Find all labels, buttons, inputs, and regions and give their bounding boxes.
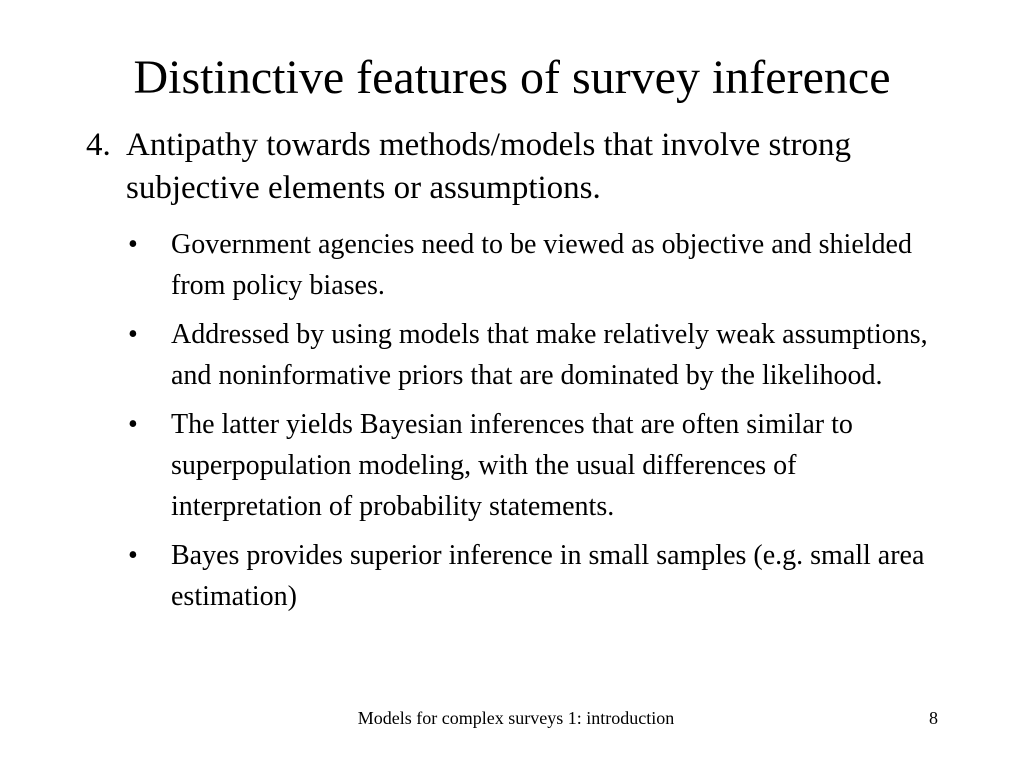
slide-title: Distinctive features of survey inference <box>133 51 891 104</box>
point-text: Antipathy towards methods/models that involve strong subjective elements or assumptions. <box>126 127 852 206</box>
bullet-text: The latter yields Bayesian inferences that are often similar to superpopulation modeling, with the usual differences of interpretation of probability statements. <box>171 409 853 522</box>
page-number: 8 <box>929 708 938 728</box>
bullet-text: Bayes provides superior inference in small samples (e.g. small area estimation) <box>171 540 925 612</box>
bullet-item <box>128 535 928 617</box>
footer-title: Models for complex surveys 1: introduction <box>357 708 675 728</box>
bullet-icon: • <box>128 319 138 350</box>
bullet-icon: • <box>128 409 138 440</box>
bullet-list <box>128 224 928 625</box>
bullet-icon: • <box>128 540 138 571</box>
bullet-item <box>128 404 928 527</box>
point-number: 4. <box>86 127 111 163</box>
main-point <box>86 124 946 210</box>
bullet-text: Addressed by using models that make relatively weak assumptions, and noninformative priors that are dominated by the likelihood. <box>171 319 928 391</box>
bullet-item <box>128 224 928 306</box>
bullet-item <box>128 314 928 396</box>
bullet-icon: • <box>128 229 138 260</box>
bullet-text: Government agencies need to be viewed as objective and shielded from policy biases. <box>171 229 912 301</box>
